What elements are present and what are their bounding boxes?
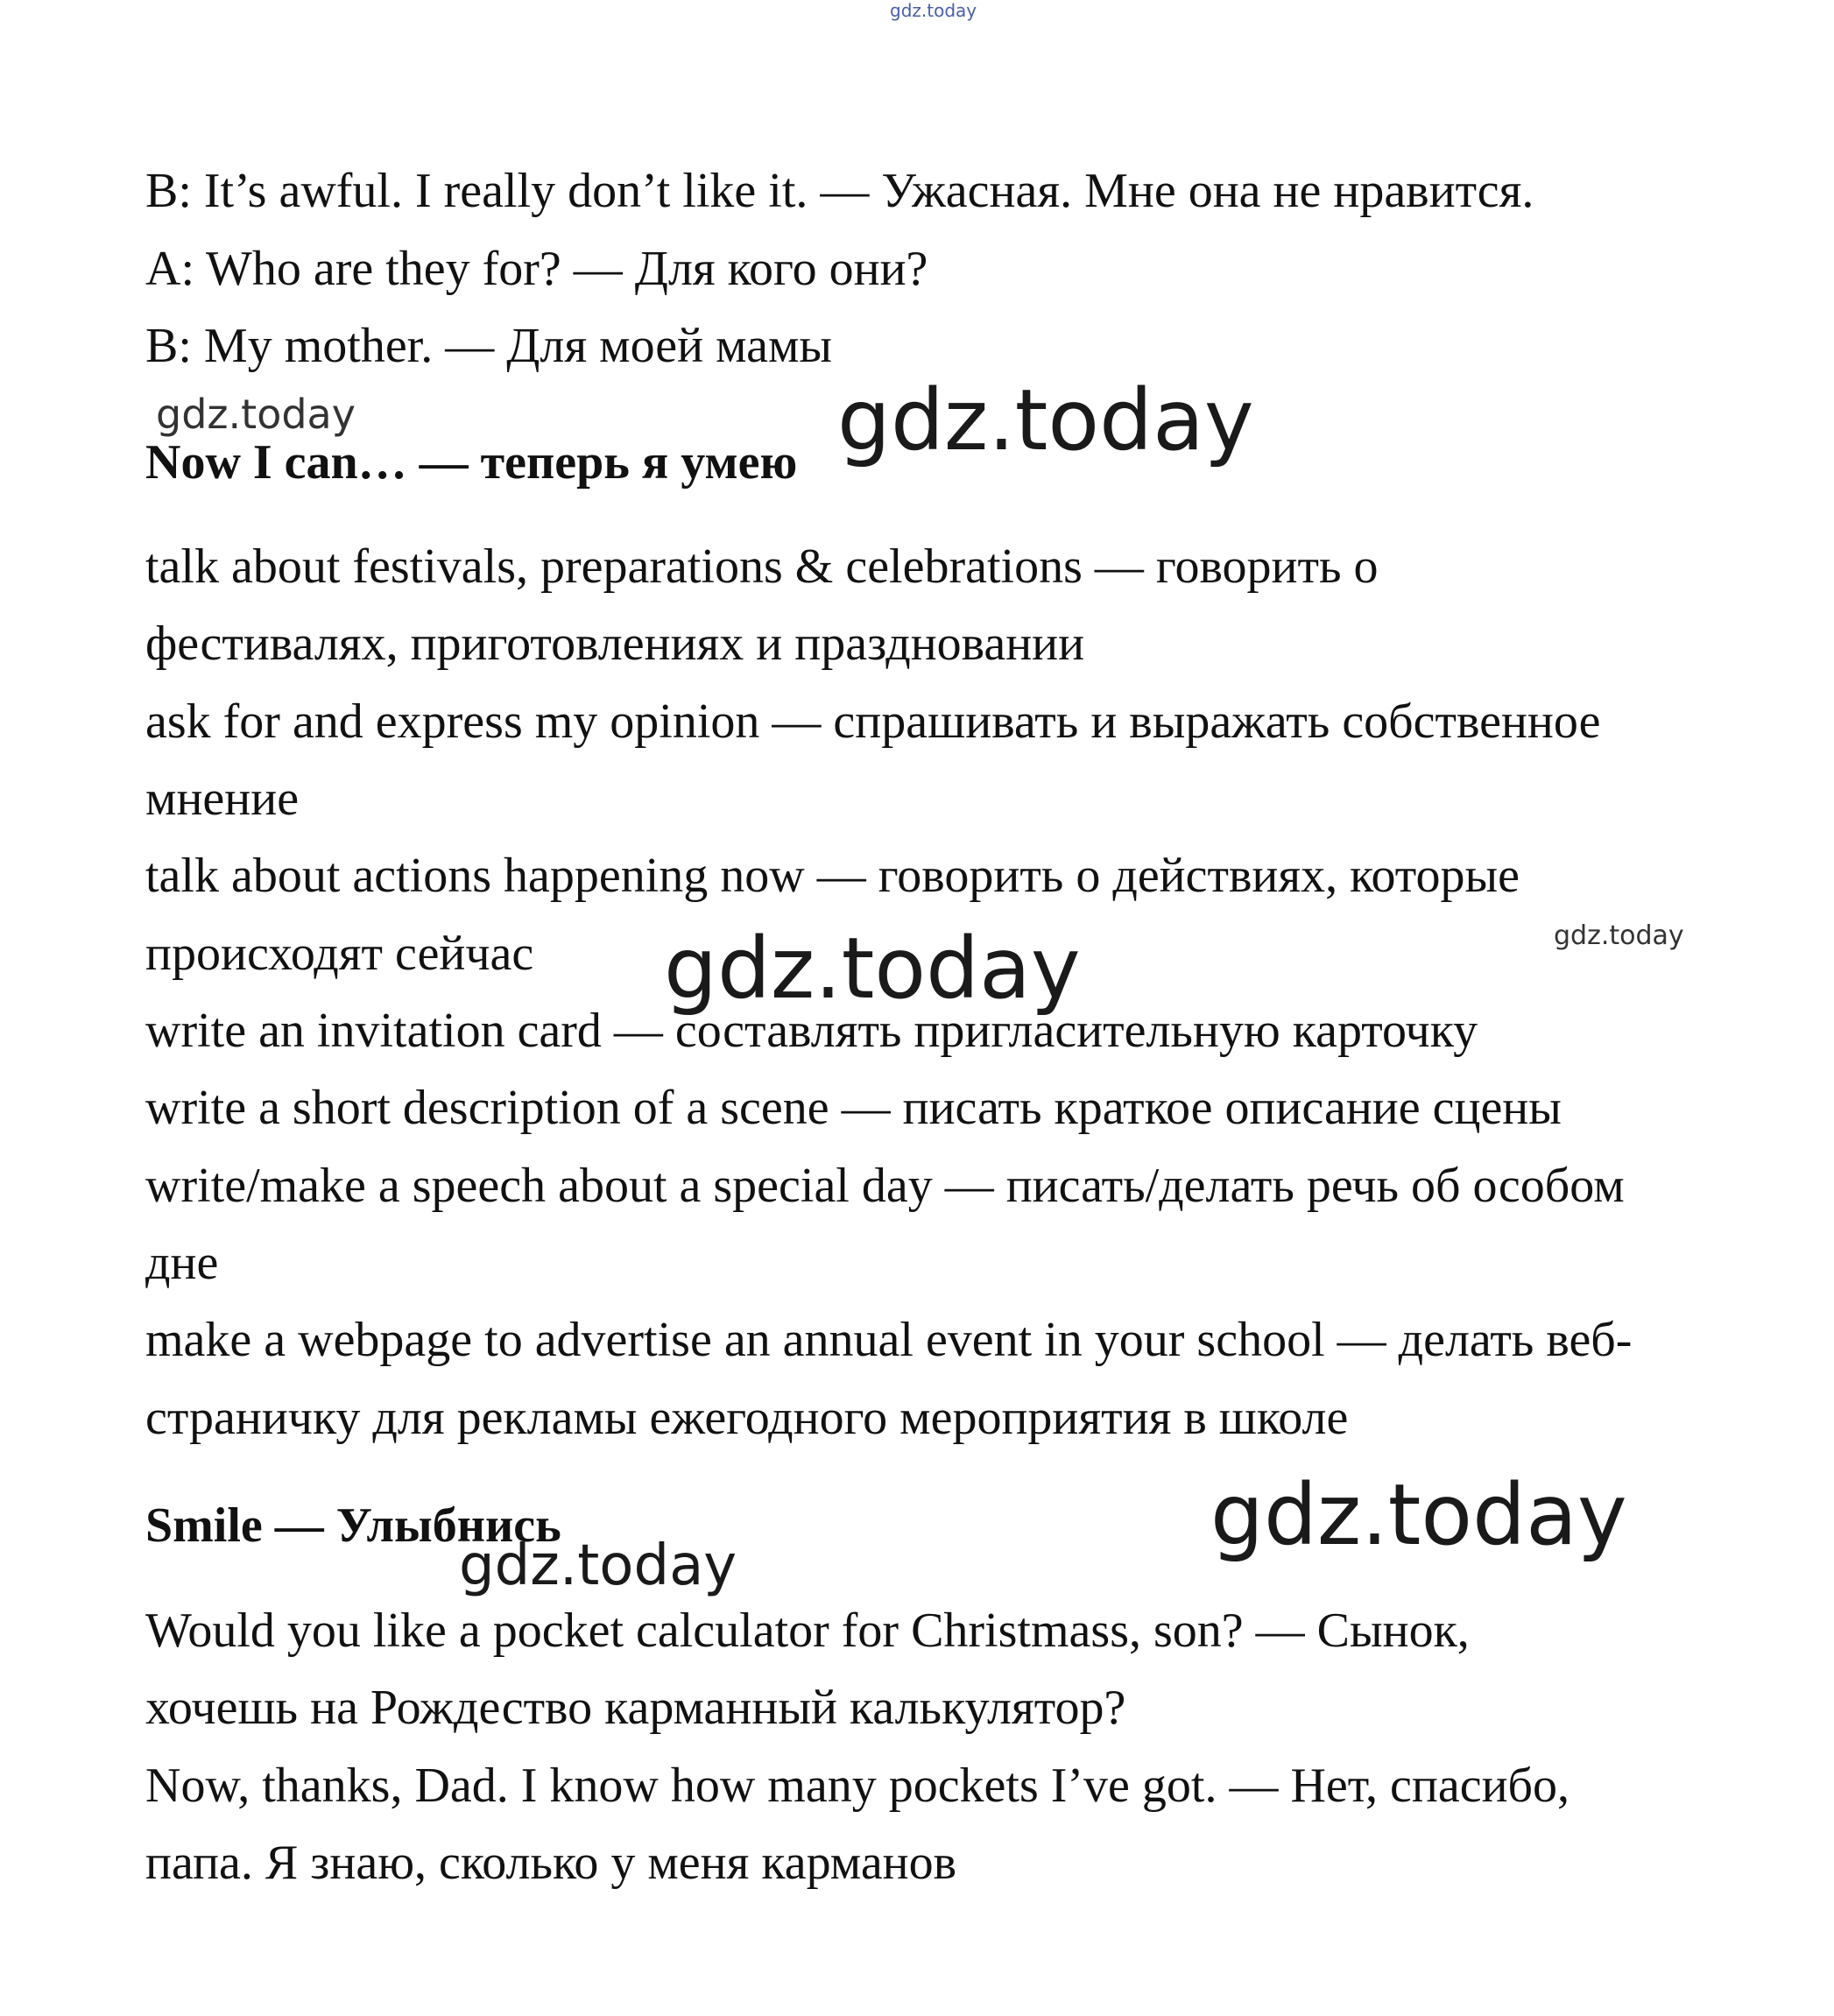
list-item: ask for and express my opinion — спрашивать и выражать собственное (145, 694, 1601, 749)
watermark: gdz.today (837, 371, 1254, 469)
watermark: gdz.today (664, 920, 1081, 1018)
list-item: write a short description of a scene — писать краткое описание сцены (145, 1081, 1562, 1135)
section-heading-now-i-can: Now I can… — теперь я умею (145, 435, 798, 490)
list-item: write an invitation card — составлять пригласительную карточку (145, 1004, 1478, 1058)
joke-line: Now, thanks, Dad. I know how many pockets I’ve got. — Нет, спасибо, (145, 1759, 1570, 1813)
joke-line: хочешь на Рождество карманный калькулятор? (145, 1681, 1126, 1735)
dialogue-line: B: My mother. — Для моей мамы (145, 319, 833, 373)
list-item: talk about festivals, preparations & celebrations — говорить о (145, 539, 1379, 594)
joke-line: Would you like a pocket calculator for Christmass, son? — Сынок, (145, 1604, 1470, 1658)
list-item: фестивалях, приготовлениях и праздновании (145, 617, 1085, 671)
list-item: мнение (145, 772, 300, 826)
list-item: write/make a speech about a special day — писать/делать речь об особом (145, 1159, 1625, 1213)
watermark-top: gdz.today (890, 0, 977, 21)
watermark: gdz.today (1210, 1466, 1627, 1564)
watermark: gdz.today (1554, 920, 1684, 951)
list-item: дне (145, 1236, 219, 1290)
section-heading-smile: Smile — Улыбнись (145, 1498, 561, 1553)
dialogue-line: A: Who are they for? — Для кого они? (145, 242, 928, 296)
list-item: make a webpage to advertise an annual event in your school — делать веб- (145, 1313, 1633, 1367)
list-item: talk about actions happening now — говорить о действиях, которые (145, 849, 1520, 903)
joke-line: папа. Я знаю, сколько у меня карманов (145, 1836, 957, 1890)
watermark: gdz.today (156, 391, 356, 438)
list-item: происходят сейчас (145, 927, 534, 981)
watermark: gdz.today (459, 1533, 737, 1598)
dialogue-line: B: It’s awful. I really don’t like it. — Ужасная. Мне она не нравится. (145, 164, 1534, 218)
list-item: страничку для рекламы ежегодного мероприятия в школе (145, 1391, 1349, 1445)
